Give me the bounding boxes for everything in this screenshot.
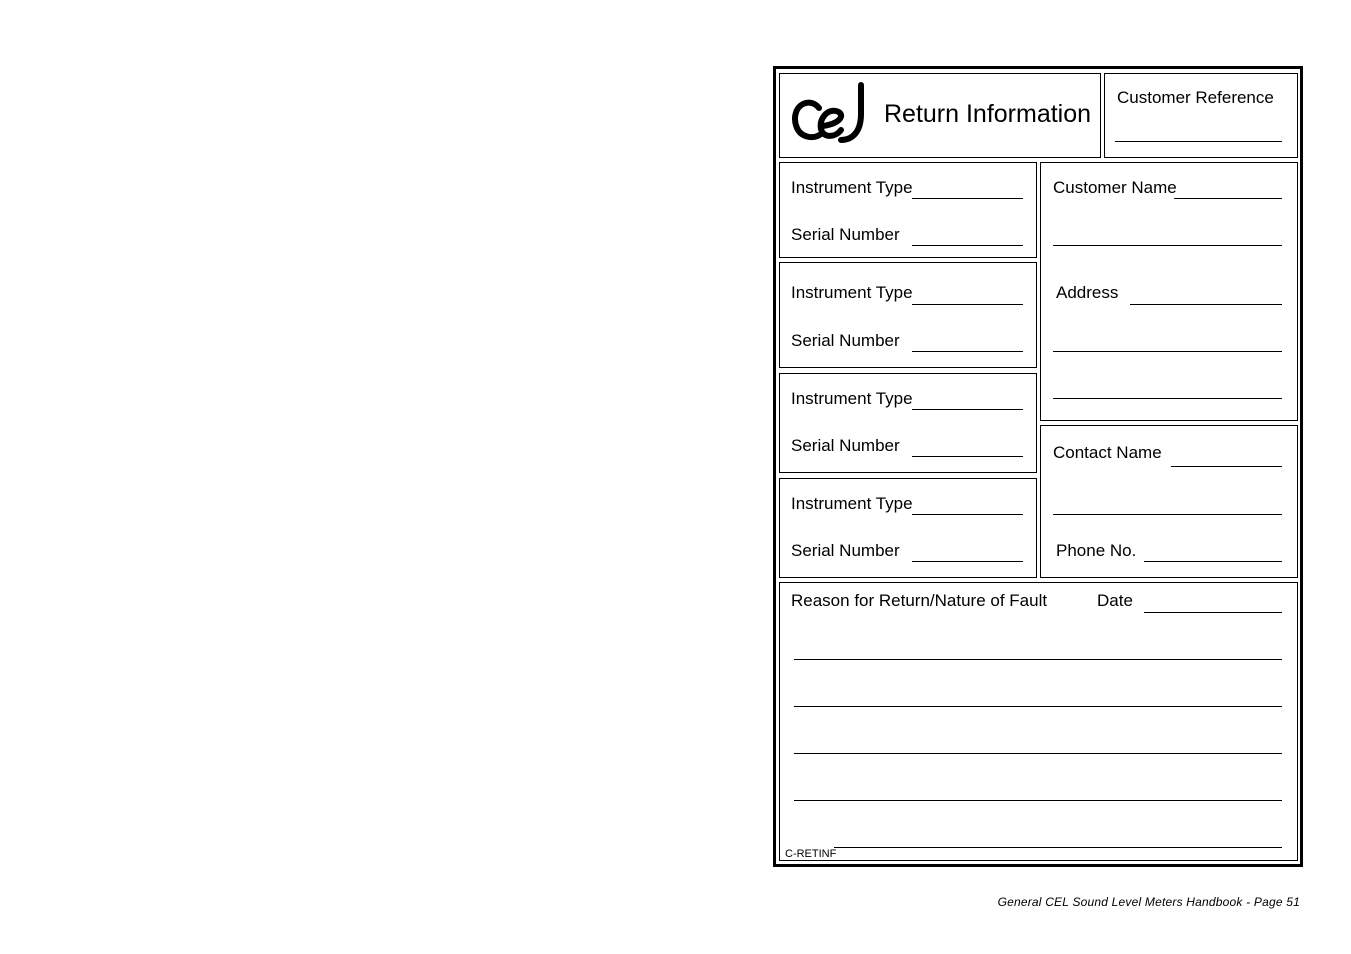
reason-box xyxy=(779,582,1298,861)
reason-field-line-4[interactable] xyxy=(794,800,1282,801)
serial-number-field[interactable] xyxy=(912,456,1023,457)
serial-number-field[interactable] xyxy=(912,561,1023,562)
phone-field[interactable] xyxy=(1144,561,1282,562)
reason-field-line-3[interactable] xyxy=(794,753,1282,754)
date-label: Date xyxy=(1097,591,1133,610)
instrument-type-field[interactable] xyxy=(912,409,1023,410)
reason-field-line-5[interactable] xyxy=(834,847,1282,848)
instrument-type-label: Instrument Type xyxy=(791,494,913,513)
contact-name-field-line-2[interactable] xyxy=(1053,514,1282,515)
date-field[interactable] xyxy=(1144,612,1282,613)
customer-reference-field[interactable] xyxy=(1115,141,1282,142)
instrument-box-3 xyxy=(779,373,1037,473)
address-label: Address xyxy=(1056,283,1119,302)
serial-number-label: Serial Number xyxy=(791,331,900,350)
instrument-type-field[interactable] xyxy=(912,514,1023,515)
customer-name-field-line-2[interactable] xyxy=(1053,245,1282,246)
customer-reference-label: Customer Reference xyxy=(1117,88,1274,107)
page-footer: General CEL Sound Level Meters Handbook - Page 51 xyxy=(997,895,1300,909)
serial-number-label: Serial Number xyxy=(791,436,900,455)
reason-field-line-1[interactable] xyxy=(794,659,1282,660)
instrument-type-label: Instrument Type xyxy=(791,178,913,197)
reason-label: Reason for Return/Nature of Fault xyxy=(791,591,1048,610)
reason-field-line-2[interactable] xyxy=(794,706,1282,707)
instrument-type-label: Instrument Type xyxy=(791,283,913,302)
instrument-type-field[interactable] xyxy=(912,304,1023,305)
serial-number-field[interactable] xyxy=(912,351,1023,352)
instrument-type-field[interactable] xyxy=(912,198,1023,199)
instrument-type-label: Instrument Type xyxy=(791,389,913,408)
contact-name-field[interactable] xyxy=(1171,466,1282,467)
contact-name-label: Contact Name xyxy=(1053,443,1162,462)
instrument-box-4 xyxy=(779,478,1037,578)
address-field[interactable] xyxy=(1130,304,1282,305)
cel-logo xyxy=(789,82,867,144)
serial-number-label: Serial Number xyxy=(791,541,900,560)
instrument-box-2 xyxy=(779,262,1037,368)
customer-name-label: Customer Name xyxy=(1053,178,1177,197)
form-title: Return Information xyxy=(884,100,1092,128)
form-code: C-RETINF xyxy=(785,848,837,860)
address-field-line-2[interactable] xyxy=(1053,351,1282,352)
serial-number-label: Serial Number xyxy=(791,225,900,244)
phone-label: Phone No. xyxy=(1056,541,1137,560)
customer-reference-box xyxy=(1104,73,1298,158)
address-field-line-3[interactable] xyxy=(1053,398,1282,399)
customer-name-field[interactable] xyxy=(1174,198,1282,199)
serial-number-field[interactable] xyxy=(912,245,1023,246)
